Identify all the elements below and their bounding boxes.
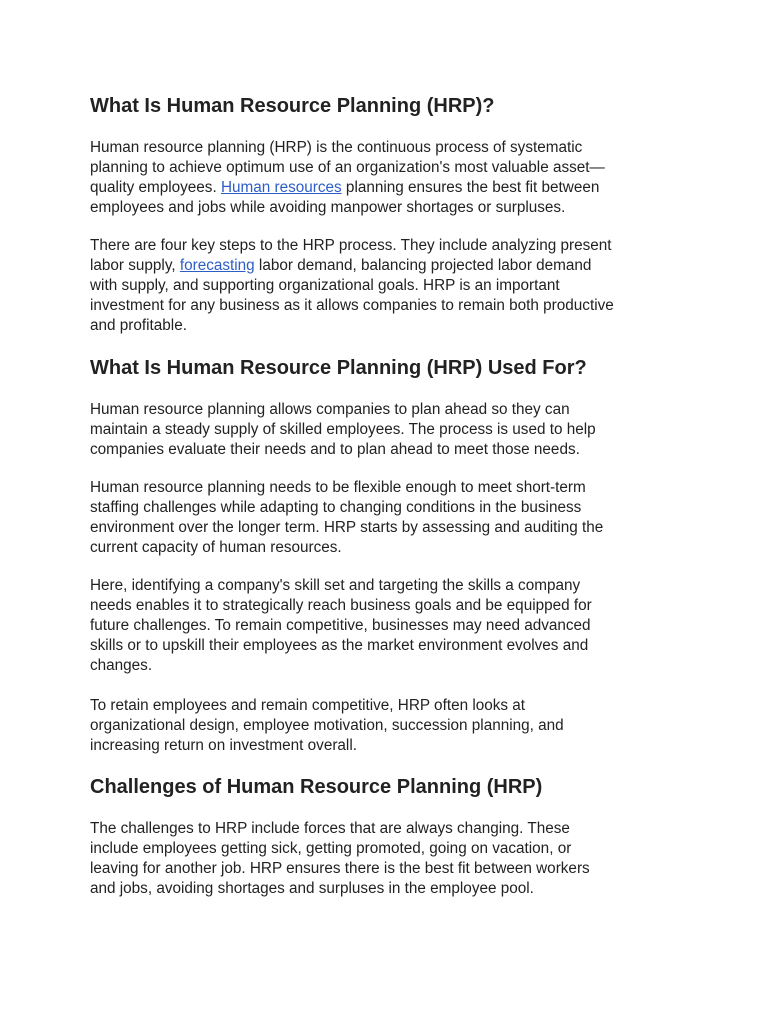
forecasting-link[interactable]: forecasting — [179, 257, 255, 274]
text-line: increasing return on investment overall. — [90, 737, 357, 754]
text-segment: labor demand, balancing projected labor demand — [254, 257, 592, 274]
text-line: Human resource planning allows companies to plan ahead so they can — [90, 401, 570, 418]
paragraph — [90, 236, 690, 336]
text-line: To retain employees and remain competitive, HRP often looks at — [90, 697, 526, 714]
text-line: future challenges. To remain competitive, businesses may need advanced — [90, 617, 591, 634]
text-segment: planning ensures the best fit between — [341, 179, 600, 196]
human-resources-link[interactable]: Human resources — [220, 179, 342, 196]
text-line: skills or to upskill their employees as the market environment evolves and — [90, 637, 589, 654]
text-line: Human resource planning needs to be flexible enough to meet short-term — [90, 479, 586, 496]
text-line: current capacity of human resources. — [90, 539, 342, 556]
text-line: investment for any business as it allows companies to remain both productive — [90, 297, 614, 314]
text-line: Human resource planning (HRP) is the continuous process of systematic — [90, 139, 583, 156]
section-heading: Challenges of Human Resource Planning (HRP) — [90, 776, 543, 798]
text-line: maintain a steady supply of skilled employees. The process is used to help — [90, 421, 596, 438]
paragraph — [90, 478, 690, 558]
paragraph — [90, 819, 690, 899]
text-line: with supply, and supporting organizational goals. HRP is an important — [90, 277, 560, 294]
text-line: companies evaluate their needs and to plan ahead to meet those needs. — [90, 441, 580, 458]
text-line — [90, 178, 690, 198]
text-line: changes. — [90, 657, 153, 674]
text-line: include employees getting sick, getting promoted, going on vacation, or — [90, 840, 572, 857]
paragraph — [90, 576, 690, 676]
paragraph — [90, 400, 690, 460]
text-line: leaving for another job. HRP ensures there is the best fit between workers — [90, 860, 590, 877]
text-line: The challenges to HRP include forces that are always changing. These — [90, 820, 570, 837]
text-line — [90, 256, 690, 276]
text-line: There are four key steps to the HRP process. They include analyzing present — [90, 237, 612, 254]
text-line: and jobs, avoiding shortages and surpluses in the employee pool. — [90, 880, 534, 897]
text-segment: quality employees. — [90, 179, 221, 196]
text-line: planning to achieve optimum use of an organization's most valuable asset— — [90, 159, 605, 176]
text-line: and profitable. — [90, 317, 187, 334]
section-heading: What Is Human Resource Planning (HRP) Used For? — [90, 357, 587, 379]
text-segment: labor supply, — [90, 257, 180, 274]
text-line: employees and jobs while avoiding manpower shortages or surpluses. — [90, 199, 566, 216]
text-line: Here, identifying a company's skill set and targeting the skills a company — [90, 577, 581, 594]
text-line: staffing challenges while adapting to changing conditions in the business — [90, 499, 582, 516]
text-line: needs enables it to strategically reach business goals and be equipped for — [90, 597, 592, 614]
section-heading: What Is Human Resource Planning (HRP)? — [90, 95, 495, 117]
paragraph — [90, 696, 690, 756]
text-line: organizational design, employee motivation, succession planning, and — [90, 717, 564, 734]
paragraph — [90, 138, 690, 218]
text-line: environment over the longer term. HRP starts by assessing and auditing the — [90, 519, 604, 536]
